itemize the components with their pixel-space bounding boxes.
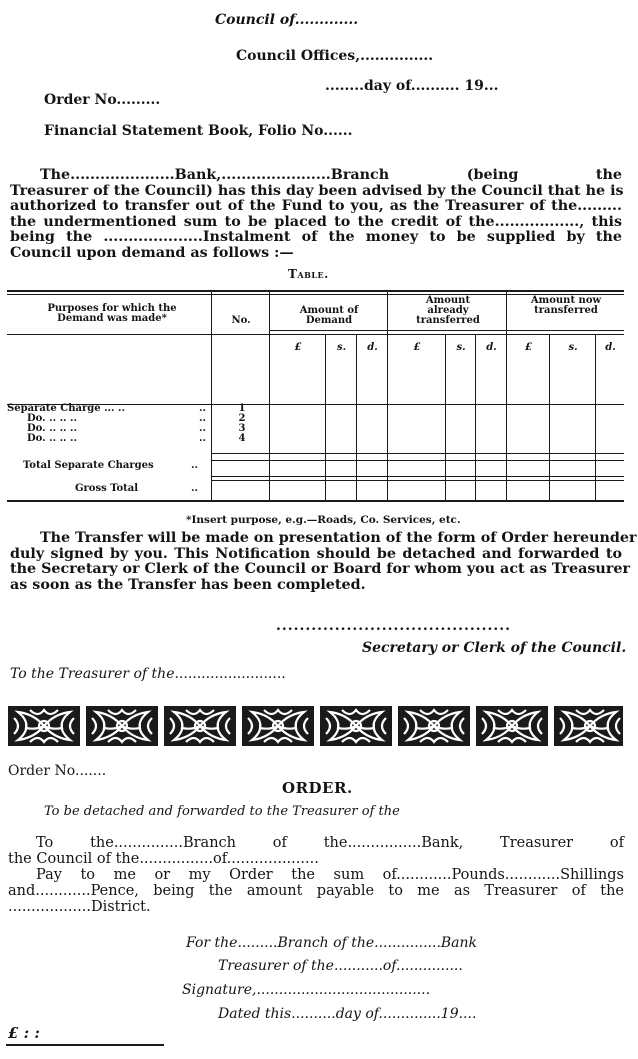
unit-pence: d. [367, 342, 378, 353]
intro-line: the undermentioned sum to be placed to the credit of the................., this [10, 213, 622, 230]
row-dots: .. [199, 413, 206, 424]
intro-line: being the ....................Instalment of the money to be supplied by the [10, 229, 622, 245]
to-treasurer-line: To the Treasurer of the......................... [10, 666, 286, 682]
order-body-line: Pay to me or my Order the sum of............Pounds............Shillings [36, 867, 624, 883]
intro-line: The.....................Bank,......................Branch (being the [40, 167, 622, 183]
council-offices-line: Council Offices,............... [236, 48, 434, 64]
dated-line: Dated this..........day of..............19.... [218, 1006, 477, 1022]
table-rule-bottom [7, 500, 624, 502]
unit-pounds: £ [525, 342, 532, 353]
table-col-rule [549, 334, 550, 502]
table-col-rule [475, 334, 476, 502]
row-label: Do. .. .. .. [27, 423, 77, 434]
pound-amount-line: £ : : [8, 1024, 40, 1042]
transfer-line: The Transfer will be made on presentation of the form of Order hereunder [40, 530, 637, 546]
order-subtitle: To be detached and forwarded to the Treasurer of the [44, 804, 400, 819]
unit-shillings: s. [336, 342, 347, 353]
demand-table [7, 290, 624, 504]
row-dots: .. [191, 483, 198, 494]
table-footnote: *Insert purpose, e.g.—Roads, Co. Services, etc. [186, 514, 461, 526]
order-body-line: and............Pence, being the amount payable to me as Treasurer of the [8, 883, 624, 899]
table-rule-gross-top [211, 480, 624, 481]
table-col-rule [269, 290, 270, 502]
intro-paragraph [10, 168, 622, 261]
table-rule-total-top [211, 460, 624, 461]
transfer-paragraph [10, 530, 637, 593]
order-body [8, 835, 624, 915]
order-body-line: the Council of the................of.................... [8, 851, 319, 867]
total-separate-label: Total Separate Charges [23, 460, 154, 471]
row-dots: .. [199, 403, 206, 414]
row-dots: .. [199, 423, 206, 434]
unit-pounds: £ [413, 342, 421, 353]
table-rule-top [7, 290, 624, 292]
financial-statement-line: Financial Statement Book, Folio No...... [44, 123, 353, 139]
row-label: Separate Charge ... .. [7, 403, 125, 414]
transfer-line: as soon as the Transfer has been completed. [10, 576, 366, 593]
treasurer-of-line: Treasurer of the...........of............... [218, 958, 463, 974]
unit-shillings: s. [456, 342, 466, 353]
row-label: Do. .. .. .. [27, 433, 77, 444]
order-body-line: ..................District. [8, 899, 151, 915]
intro-line: Treasurer of the Council) has this day been advised by the Council that he is [10, 182, 624, 199]
ornamental-divider [8, 706, 623, 746]
table-title: Table. [288, 267, 329, 281]
row-number: 4 [238, 433, 246, 444]
transfer-line: the Secretary or Clerk of the Council or Board for whom you act as Treasurer [10, 561, 630, 577]
header-amount-demand: Amount of Demand [299, 305, 359, 326]
row-number: 1 [238, 403, 246, 414]
council-of-line: Council of............. [215, 12, 359, 28]
header-amount-transferred: Amount already transferred [416, 295, 480, 326]
header-purposes: Purposes for which the Demand was made* [47, 303, 177, 324]
table-col-rule [595, 334, 596, 502]
unit-pounds: £ [294, 342, 302, 353]
table-rule-total-bottom [211, 476, 624, 477]
table-col-rule [445, 334, 446, 502]
pound-underline [6, 1044, 164, 1046]
row-number: 2 [238, 413, 246, 424]
table-col-rule [387, 290, 388, 502]
gross-total-label: Gross Total [75, 483, 139, 494]
header-no: No. [231, 315, 251, 326]
order-body-line: To the...............Branch of the................Bank, Treasurer of [36, 835, 624, 851]
for-the-branch-line: For the.........Branch of the...............Bank [186, 935, 478, 951]
table-col-rule [356, 334, 357, 502]
row-dots: .. [191, 460, 198, 471]
table-rule-amount-subheader [270, 330, 624, 331]
unit-shillings: s. [568, 342, 578, 353]
order-number-bottom: Order No....... [8, 763, 107, 779]
signature-dots: ........................................ [276, 618, 511, 634]
intro-line: Council upon demand as follows :— [10, 244, 294, 261]
unit-pence: d. [605, 342, 616, 353]
transfer-line: duly signed by you. This Notification should be detached and forwarded to [10, 545, 622, 562]
table-rule-rows-bottom [211, 453, 624, 454]
table-col-rule [325, 334, 326, 502]
intro-line: authorized to transfer out of the Fund to you, as the Treasurer of the......... [10, 198, 622, 214]
row-label: Do. .. .. .. [27, 413, 77, 424]
header-amount-now: Amount now transferred [530, 295, 602, 316]
date-line: ........day of.......... 19... [325, 78, 499, 94]
row-dots: .. [199, 433, 206, 444]
unit-pence: d. [486, 342, 497, 353]
signature-line: Signature,....................................... [182, 982, 431, 998]
secretary-label: Secretary or Clerk of the Council. [362, 640, 627, 656]
row-number: 3 [238, 423, 246, 434]
table-rule-header-bottom [7, 334, 624, 335]
order-title: ORDER. [282, 779, 353, 797]
table-col-rule [506, 290, 507, 502]
order-number-line: Order No......... [44, 92, 161, 108]
